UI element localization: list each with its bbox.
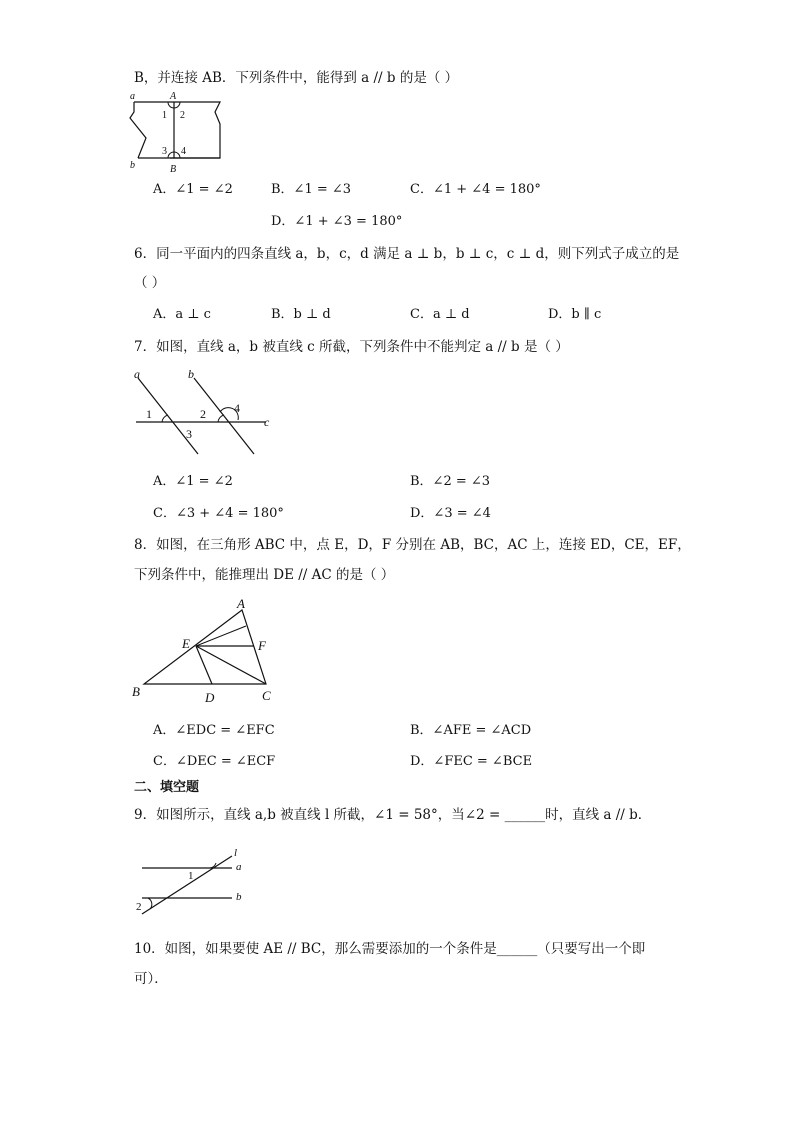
- q8-option-a[interactable]: A．∠EDC = ∠EFC: [153, 723, 275, 738]
- q8-option-d[interactable]: D．∠FEC = ∠BCE: [410, 754, 533, 769]
- q5-option-a[interactable]: A．∠1 = ∠2: [153, 182, 233, 197]
- q5-option-c[interactable]: C．∠1 + ∠4 = 180°: [410, 182, 541, 197]
- q5-option-d[interactable]: D．∠1 + ∠3 = 180°: [271, 214, 403, 229]
- q8-stem-line1: 8．如图，在三角形 ABC 中，点 E，D，F 分别在 AB，BC，AC 上，连接 ED，CE，EF，: [134, 537, 691, 553]
- q8-option-c[interactable]: C．∠DEC = ∠ECF: [153, 754, 276, 769]
- q8-label-B: B: [132, 684, 140, 699]
- q9-label-b: b: [236, 891, 242, 903]
- q7-angle-1: 1: [146, 407, 152, 421]
- q7-angle-3: 3: [186, 427, 192, 441]
- q7-label-c: c: [264, 415, 270, 429]
- q7-stem: 7．如图，直线 a，b 被直线 c 所截，下列条件中不能判定 a // b 是（ ）: [134, 339, 569, 355]
- q5-label-b: b: [130, 160, 135, 171]
- q6-stem-line1: 6．同一平面内的四条直线 a，b，c，d 满足 a ⊥ b，b ⊥ c，c ⊥ d，则下列式子成立的是: [134, 246, 680, 262]
- q9-label-l: l: [234, 847, 238, 859]
- q5-label-A: A: [170, 91, 177, 102]
- q8-label-C: C: [262, 688, 271, 703]
- q7-label-a: a: [134, 367, 140, 381]
- q10-stem-line2: 可）．: [134, 971, 168, 987]
- q7-option-b[interactable]: B．∠2 = ∠3: [410, 474, 491, 489]
- q7-option-c[interactable]: C．∠3 + ∠4 = 180°: [153, 506, 284, 521]
- q8-option-b[interactable]: B．∠AFE = ∠ACD: [410, 723, 532, 738]
- q7-label-b: b: [188, 367, 194, 381]
- q8-figure: [128, 596, 288, 706]
- q5-option-b[interactable]: B．∠1 = ∠3: [271, 182, 352, 197]
- q5-angle-4: 4: [181, 146, 186, 157]
- q9-figure: [132, 842, 262, 922]
- q8-label-D: D: [205, 690, 215, 705]
- q8-label-E: E: [182, 636, 190, 651]
- q6-option-a[interactable]: A．a ⊥ c: [153, 307, 211, 322]
- q8-label-A: A: [237, 596, 245, 611]
- q7-figure: [130, 366, 280, 456]
- q5-stem-tail: B，并连接 AB．下列条件中，能得到 a // b 的是（ ）: [134, 70, 459, 86]
- q7-option-d[interactable]: D．∠3 = ∠4: [410, 506, 491, 521]
- q9-stem: 9．如图所示，直线 a,b 被直线 l 所截，∠1 = 58°，当∠2 = ______时，直线 a // b．: [134, 807, 652, 823]
- q6-option-b[interactable]: B．b ⊥ d: [271, 307, 331, 322]
- q6-option-c[interactable]: C．a ⊥ d: [410, 307, 470, 322]
- q5-label-B: B: [170, 164, 177, 175]
- q10-stem-line1: 10．如图，如果要使 AE // BC，那么需要添加的一个条件是______（只要写出一个即: [134, 941, 646, 957]
- q5-angle-2: 2: [180, 110, 185, 121]
- q5-figure: [128, 90, 228, 180]
- q7-angle-4: 4: [234, 401, 240, 415]
- q7-option-a[interactable]: A．∠1 = ∠2: [153, 474, 233, 489]
- q5-angle-1: 1: [162, 110, 167, 121]
- section-title-fill-in: 二、填空题: [134, 780, 200, 795]
- q8-stem-line2: 下列条件中，能推理出 DE // AC 的是（ ）: [134, 567, 395, 583]
- q9-angle-2: 2: [136, 901, 142, 913]
- q6-option-d[interactable]: D．b ∥ c: [548, 307, 602, 322]
- q8-label-F: F: [258, 638, 266, 653]
- q9-angle-1: 1: [188, 870, 194, 882]
- q6-stem-line2: （ ）: [134, 275, 166, 291]
- q9-label-a: a: [236, 861, 242, 873]
- q5-label-a: a: [130, 91, 135, 102]
- q7-angle-2: 2: [200, 407, 206, 421]
- q5-angle-3: 3: [162, 146, 167, 157]
